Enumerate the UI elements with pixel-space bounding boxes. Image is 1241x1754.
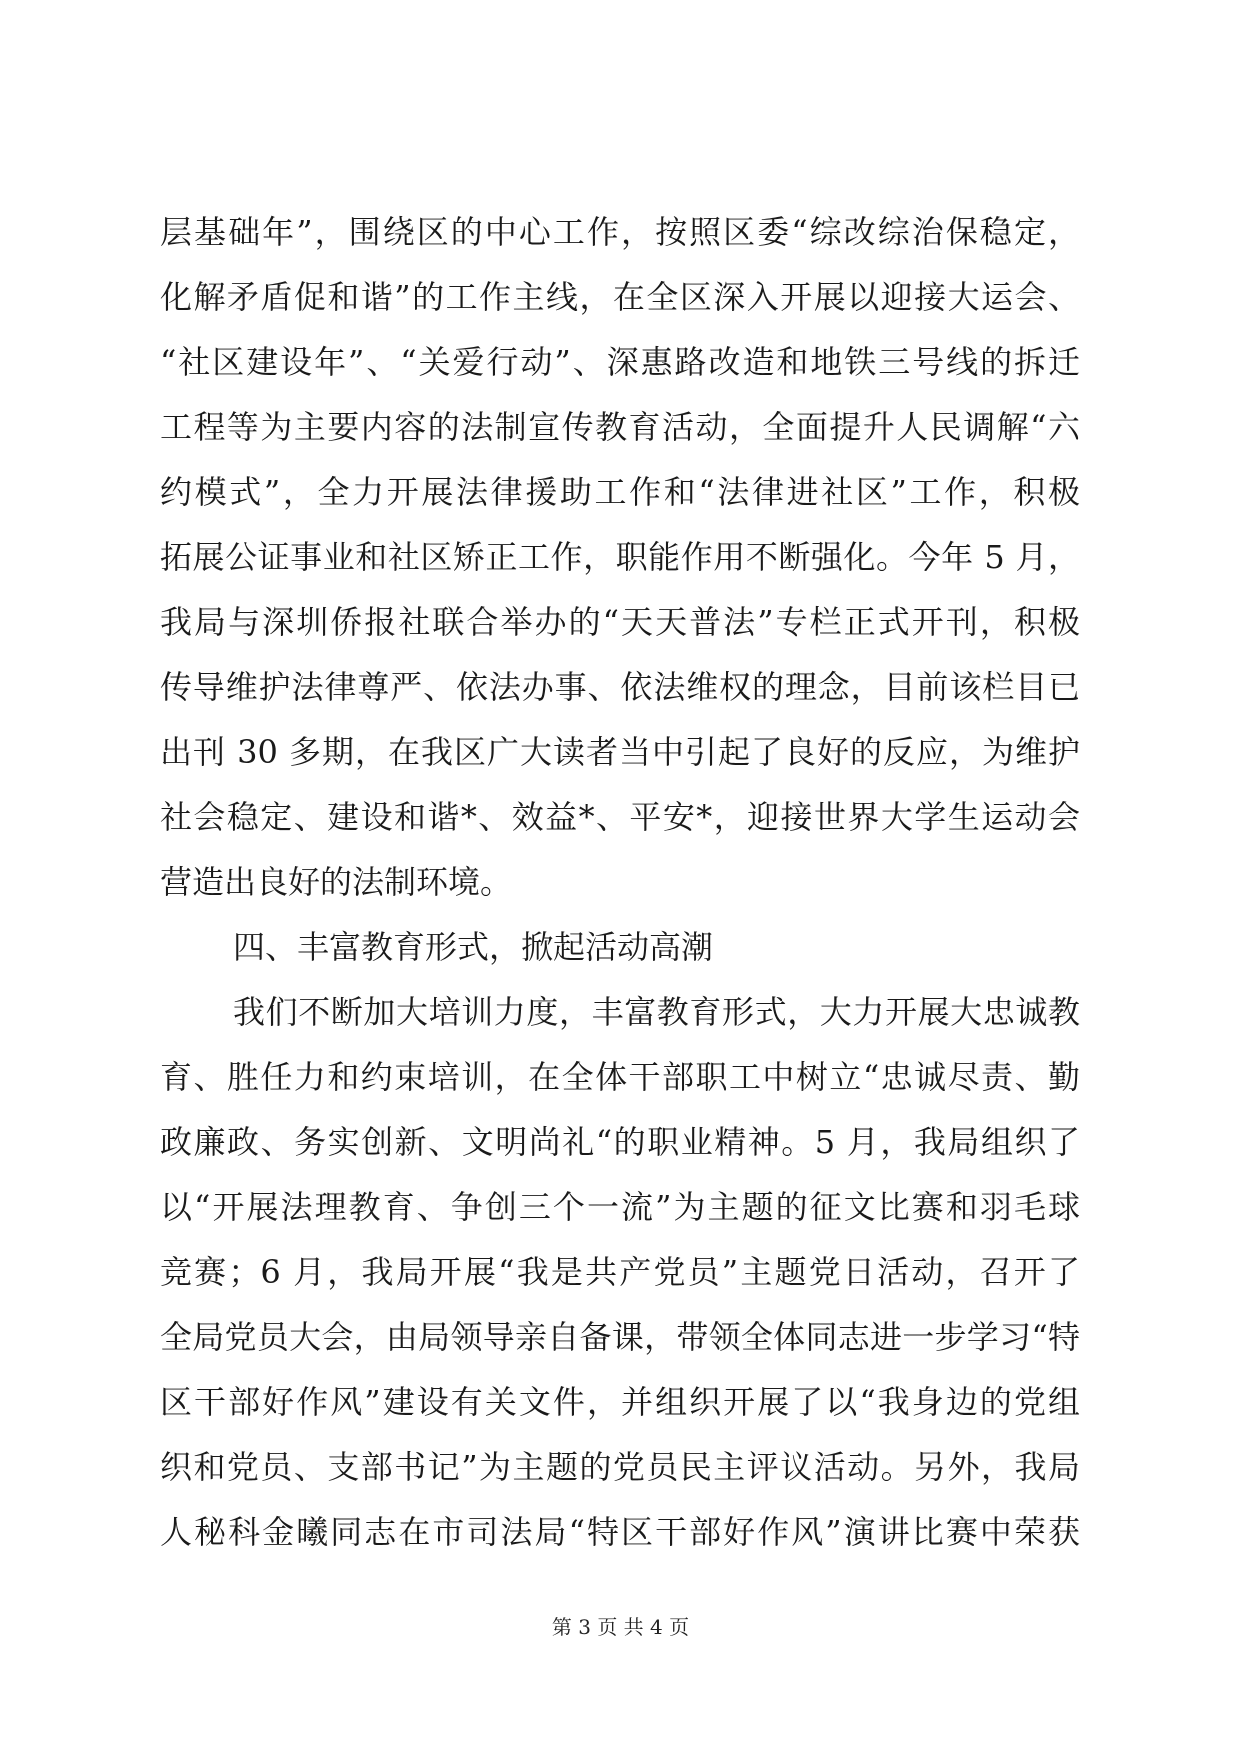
text-line: 区干部好作风”建设有关文件，并组织开展了以“我身边的党组: [160, 1383, 1080, 1421]
text-line: 以“开展法理教育、争创三个一流”为主题的征文比赛和羽毛球: [160, 1188, 1080, 1226]
text-line: 人秘科金曦同志在市司法局“特区干部好作风”演讲比赛中荣获: [160, 1513, 1080, 1551]
text-line: 约模式”，全力开展法律援助工作和“法律进社区”工作，积极: [160, 473, 1080, 511]
text-line: 传导维护法律尊严、依法办事、依法维权的理念，目前该栏目已: [160, 668, 1080, 706]
text-line: 我局与深圳侨报社联合举办的“天天普法”专栏正式开刊，积极: [160, 603, 1080, 641]
page-number: 第 3 页 共 4 页: [551, 1615, 690, 1639]
text-line: 政廉政、务实创新、文明尚礼“的职业精神。5 月，我局组织了: [160, 1123, 1080, 1161]
text-line: 育、胜任力和约束培训，在全体干部职工中树立“忠诚尽责、勤: [160, 1058, 1080, 1096]
text-line: 工程等为主要内容的法制宣传教育活动，全面提升人民调解“六: [160, 408, 1080, 446]
text-line: 化解矛盾促和谐”的工作主线，在全区深入开展以迎接大运会、: [160, 278, 1080, 316]
section-heading: 四、丰富教育形式，掀起活动高潮: [233, 928, 714, 966]
text-line: 营造出良好的法制环境。: [160, 863, 513, 901]
text-line: 社会稳定、建设和谐*、效益*、平安*，迎接世界大学生运动会: [160, 798, 1080, 836]
text-line: 全局党员大会，由局领导亲自备课，带领全体同志进一步学习“特: [160, 1318, 1080, 1356]
text-line: 竞赛；6 月，我局开展“我是共产党员”主题党日活动，召开了: [160, 1253, 1080, 1291]
text-line: 织和党员、支部书记”为主题的党员民主评议活动。另外，我局: [160, 1448, 1080, 1486]
text-line: 我们不断加大培训力度，丰富教育形式，大力开展大忠诚教: [233, 993, 1080, 1031]
text-line: “社区建设年”、“关爱行动”、深惠路改造和地铁三号线的拆迁: [160, 343, 1080, 381]
text-line: 拓展公证事业和社区矫正工作，职能作用不断强化。今年 5 月，: [160, 538, 1080, 576]
text-line: 出刊 30 多期，在我区广大读者当中引起了良好的反应，为维护: [160, 733, 1080, 771]
text-line: 层基础年”，围绕区的中心工作，按照区委“综改综治保稳定，: [160, 213, 1080, 251]
